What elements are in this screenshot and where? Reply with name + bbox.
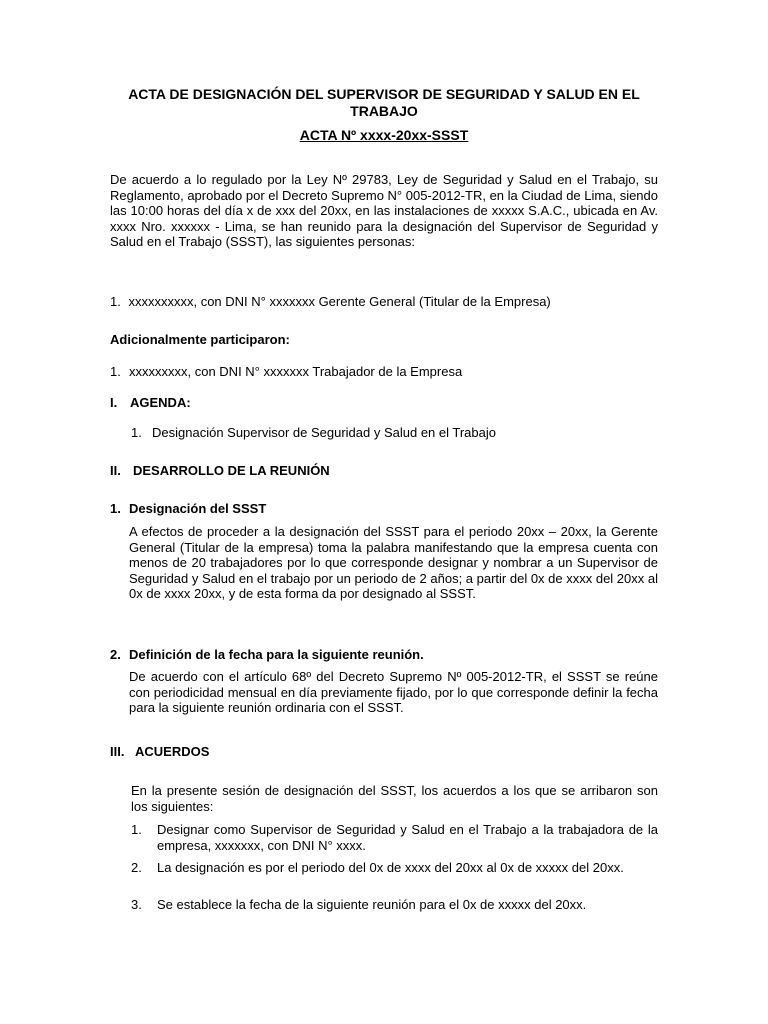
subsection-2-number: 2. — [110, 647, 121, 662]
subsection-1-number: 1. — [110, 501, 121, 516]
agreements-intro: En la presente sesión de designación del SSST, los acuerdos a los que se arribaron son los siguientes: — [131, 783, 658, 814]
subsection-2-text: De acuerdo con el artículo 68º del Decreto Supremo Nº 005-2012-TR, el SSST se reúne con periodicidad mensual en día previamente fijado, por lo que corresponde definir la fecha para la siguiente reunión ordinaria con el SSST. — [129, 669, 658, 715]
agreement-item: Designar como Supervisor de Seguridad y Salud en el Trabajo a la trabajadora de la empresa, xxxxxxx, con DNI N° xxxx. — [157, 822, 658, 853]
subsection-1-text: A efectos de proceder a la designación del SSST para el periodo 20xx – 20xx, la Gerente General (Titular de la empresa) toma la palabra manifestando que la empresa cuenta con menos de 20 trabajadores por lo que corresponde designar y nombrar a un Supervisor de Seguridad y Salud en el trabajo por un periodo de 2 años; a partir del 0x de xxxx del 20xx al 0x de xxxx 20xx, y de esta forma da por designado al SSST. — [129, 524, 659, 601]
section-3-number: III. — [110, 744, 125, 759]
document-title: ACTA DE DESIGNACIÓN DEL SUPERVISOR DE SEGURIDAD Y SALUD EN EL TRABAJO — [128, 86, 640, 119]
participant-item — [110, 294, 551, 310]
additional-heading: Adicionalmente participaron: — [110, 332, 290, 347]
agenda-item: Designación Supervisor de Seguridad y Salud en el Trabajo — [152, 425, 496, 440]
subsection-1-title: Designación del SSST — [129, 501, 267, 516]
section-3-title: ACUERDOS — [135, 744, 210, 759]
section-1-number: I. — [110, 395, 118, 410]
additional-text: xxxxxxxxx, con DNI N° xxxxxxx Trabajador de la Empresa — [129, 364, 463, 379]
subsection-2-title: Definición de la fecha para la siguiente reunión. — [129, 647, 424, 662]
agreement-item: La designación es por el periodo del 0x de xxxx del 20xx al 0x de xxxxx del 20xx. — [157, 860, 624, 875]
section-1-title: AGENDA: — [130, 395, 191, 410]
additional-number: 1. — [110, 364, 121, 379]
agreement-number: 2. — [131, 860, 142, 875]
agreement-number: 1. — [131, 822, 142, 837]
agreement-item: Se establece la fecha de la siguiente reunión para el 0x de xxxxx del 20xx. — [157, 897, 587, 912]
agenda-number: 1. — [131, 425, 142, 440]
participant-number: 1. — [110, 294, 121, 309]
intro-paragraph: De acuerdo a lo regulado por la Ley Nº 29783, Ley de Seguridad y Salud en el Trabajo, su Reglamento, aprobado por el Decreto Supremo N° 005-2012-TR, en la Ciudad de Lima, siendo las 10:00 horas del día x de xxx del 20xx, en las instalaciones de xxxxx S.A.C., ubicada en Av. xxxx Nro. xxxxxx - Lima, se han reunido para la designación del Supervisor de Seguridad y Salud en el Trabajo (SSST), las siguientes personas: — [110, 172, 658, 249]
acta-number: ACTA Nº xxxx-20xx-SSST — [299, 127, 469, 143]
agreement-number: 3. — [131, 897, 142, 912]
participant-text: xxxxxxxxxx, con DNI N° xxxxxxx Gerente General (Titular de la Empresa) — [128, 294, 551, 309]
section-2-number: II. — [110, 463, 121, 478]
section-2-title: DESARROLLO DE LA REUNIÓN — [133, 463, 330, 478]
